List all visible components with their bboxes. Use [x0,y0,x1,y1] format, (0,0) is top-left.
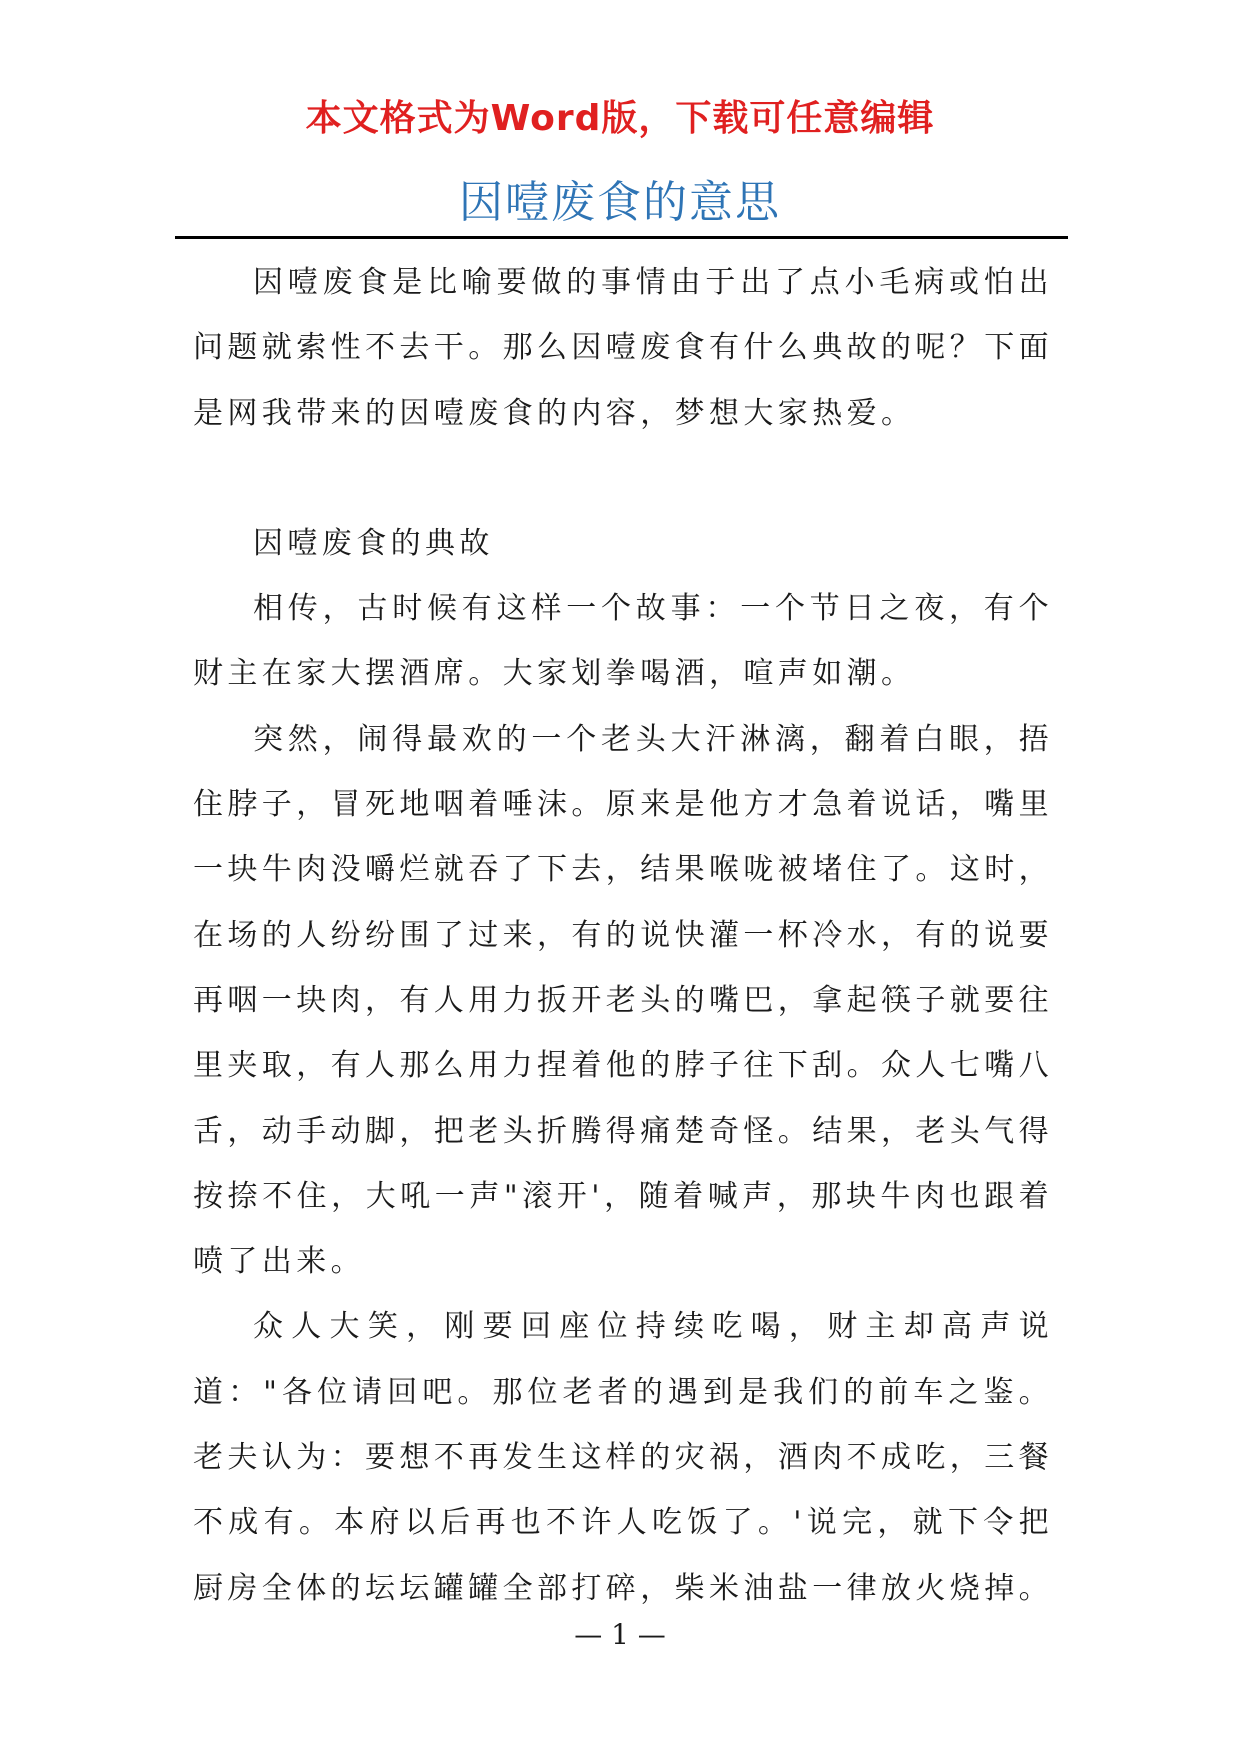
page-number: — 1 — [574,1618,666,1651]
document-title: 因噎废食的意思 [459,177,781,228]
story-paragraph-2: 突然，闹得最欢的一个老头大汗淋漓，翻着白眼，捂住脖子，冒死地咽着唾沫。原来是他方才急着说话，嘴里一块牛肉没嚼烂就吞了下去，结果喉咙被堵住了。这时，在场的人纷纷围了过来，有的说快灌一杯冷水，有的说要再咽一块肉，有人用力扳开老头的嘴巴，拿起筷子就要往里夹取，有人那么用力捏着他的脖子往下刮。众人七嘴八舌，动手动脚，把老头折腾得痛楚奇怪。结果，老头气得按捺不住，大吼一声"滚开'，随着喊声，那块牛肉也跟着喷了出来。 [193,721,1053,1280]
story-paragraph-1: 相传，古时候有这样一个故事：一个节日之夜，有个财主在家大摆酒席。大家划拳喝酒，喧声如潮。 [193,591,1053,692]
story-paragraph-3: 众人大笑，刚要回座位持续吃喝，财主却高声说道："各位请回吧。那位老者的遇到是我们的前车之鉴。老夫认为：要想不再发生这样的灾祸，酒肉不成吃，三餐不成有。本府以后再也不许人吃饭了。'说完，就下令把厨房全体的坛坛罐罐全部打碎，柴米油盐一律放火烧掉。 [193,1309,1053,1606]
document-body [193,250,1053,1621]
intro-paragraph: 因噎废食是比喻要做的事情由于出了点小毛病或怕出问题就索性不去干。那么因噎废食有什么典故的呢？下面是网我带来的因噎废食的内容，梦想大家热爱。 [193,265,1053,431]
title-divider [175,236,1068,239]
section-heading: 因噎废食的典故 [253,525,494,561]
word-format-banner: 本文格式为Word版，下载可任意编辑 [305,98,935,139]
